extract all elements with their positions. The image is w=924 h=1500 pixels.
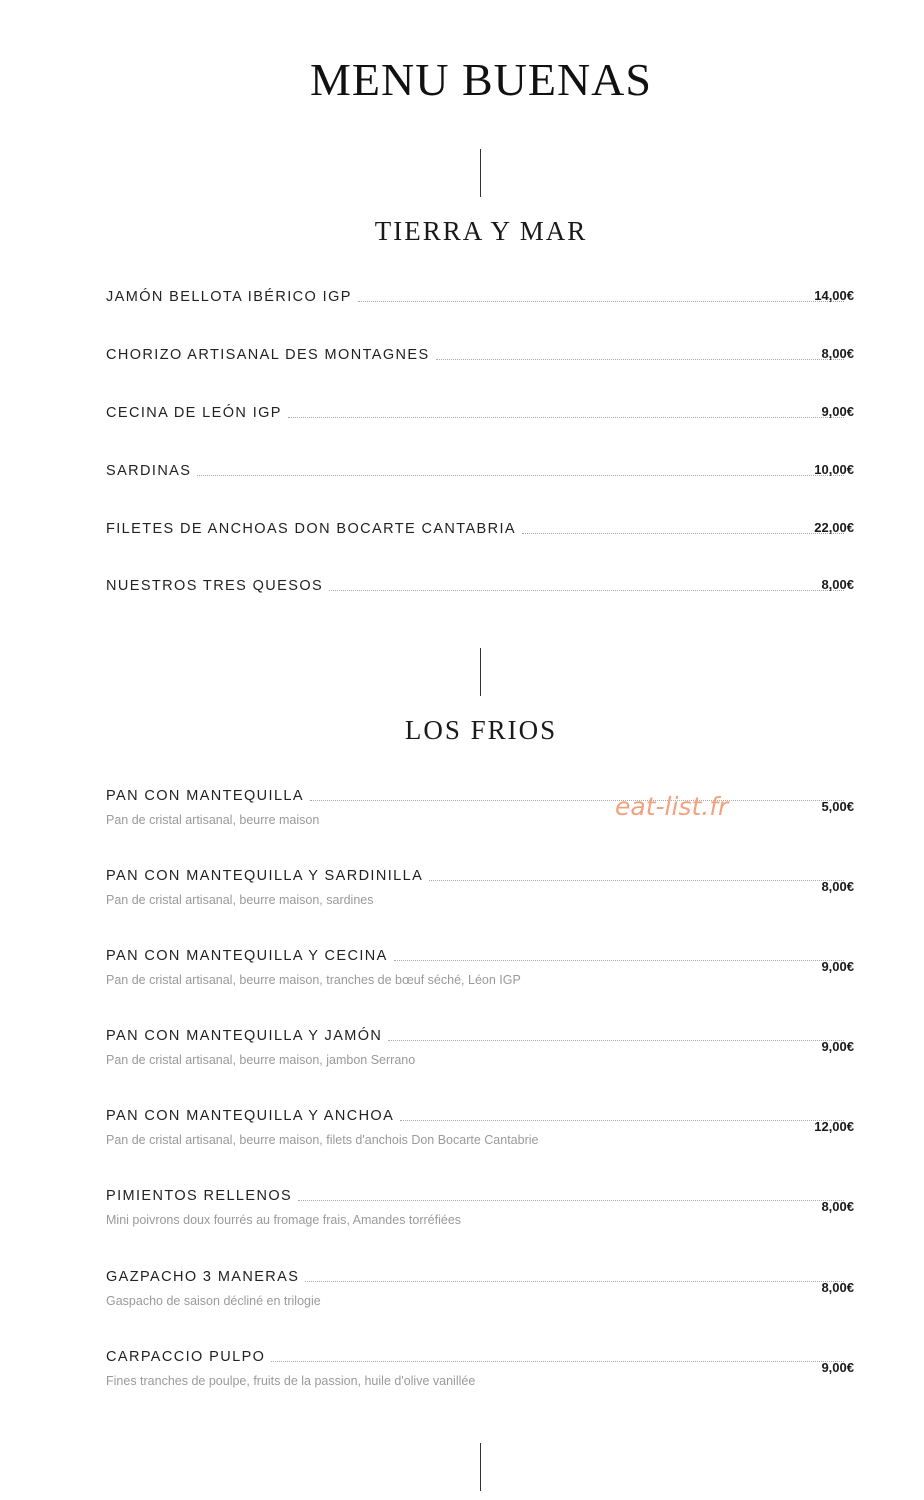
dot-leader <box>400 1120 844 1121</box>
item-name: PAN CON MANTEQUILLA Y ANCHOA <box>106 1108 395 1124</box>
item-description: Gaspacho de saison décliné en trilogie <box>106 1294 321 1308</box>
menu-item <box>106 947 854 988</box>
item-description: Pan de cristal artisanal, beurre maison <box>106 813 320 827</box>
item-price: 9,00€ <box>821 1039 854 1054</box>
item-description: Mini poivrons doux fourrés au fromage frais, Amandes torréfiées <box>106 1213 462 1227</box>
item-name: PIMIENTOS RELLENOS <box>106 1188 293 1204</box>
menu-item <box>106 1348 854 1389</box>
item-name: CHORIZO ARTISANAL DES MONTAGNES <box>106 347 430 363</box>
item-price: 8,00€ <box>821 1280 854 1295</box>
page-title: MENU BUENAS <box>310 54 652 105</box>
dot-leader <box>271 1361 844 1362</box>
item-description: Pan de cristal artisanal, beurre maison, tranches de bœuf séché, Léon IGP <box>106 973 521 987</box>
item-name: PAN CON MANTEQUILLA <box>106 788 304 804</box>
section-divider <box>480 149 481 197</box>
item-name: CARPACCIO PULPO <box>106 1349 266 1365</box>
menu-item <box>106 288 854 306</box>
menu-item <box>106 346 854 364</box>
item-price: 9,00€ <box>821 1360 854 1375</box>
dot-leader <box>436 359 844 360</box>
item-price: 12,00€ <box>814 1119 854 1134</box>
dot-leader <box>310 800 844 801</box>
section-title-los-frios: LOS FRIOS <box>404 715 558 745</box>
item-description: Fines tranches de poulpe, fruits de la passion, huile d'olive vanillée <box>106 1374 476 1388</box>
item-name: PAN CON MANTEQUILLA Y CECINA <box>106 948 388 964</box>
item-price: 8,00€ <box>821 577 854 592</box>
dot-leader <box>329 590 844 591</box>
item-name: JAMÓN BELLOTA IBÉRICO IGP <box>106 289 352 305</box>
menu-item <box>106 1268 854 1309</box>
watermark: eat-list.fr <box>615 792 729 821</box>
item-price: 9,00€ <box>821 959 854 974</box>
menu-item <box>106 1187 854 1228</box>
section-title-tierra-y-mar: TIERRA Y MAR <box>374 216 588 246</box>
item-price: 5,00€ <box>821 799 854 814</box>
menu-item <box>106 1107 854 1148</box>
item-description: Pan de cristal artisanal, beurre maison, jambon Serrano <box>106 1053 416 1067</box>
menu-item <box>106 462 854 480</box>
item-name: GAZPACHO 3 MANERAS <box>106 1269 300 1285</box>
item-price: 8,00€ <box>821 1199 854 1214</box>
item-price: 14,00€ <box>814 288 854 303</box>
dot-leader <box>388 1040 844 1041</box>
item-name: PAN CON MANTEQUILLA Y JAMÓN <box>106 1028 383 1044</box>
menu-item <box>106 1027 854 1068</box>
menu-item <box>106 867 854 908</box>
menu-item <box>106 577 854 595</box>
item-price: 8,00€ <box>821 879 854 894</box>
dot-leader <box>522 533 844 534</box>
dot-leader <box>394 960 844 961</box>
item-price: 22,00€ <box>814 520 854 535</box>
item-price: 8,00€ <box>821 346 854 361</box>
item-price: 9,00€ <box>821 404 854 419</box>
dot-leader <box>305 1281 844 1282</box>
item-description: Pan de cristal artisanal, beurre maison, sardines <box>106 893 374 907</box>
dot-leader <box>197 475 844 476</box>
menu-item <box>106 520 854 538</box>
item-name: PAN CON MANTEQUILLA Y SARDINILLA <box>106 868 424 884</box>
item-name: NUESTROS TRES QUESOS <box>106 578 324 594</box>
section-divider <box>480 648 481 696</box>
dot-leader <box>288 417 844 418</box>
section-divider <box>480 1443 481 1491</box>
item-price: 10,00€ <box>814 462 854 477</box>
dot-leader <box>429 880 844 881</box>
item-description: Pan de cristal artisanal, beurre maison, filets d'anchois Don Bocarte Cantabrie <box>106 1133 539 1147</box>
item-name: SARDINAS <box>106 463 192 479</box>
item-name: FILETES DE ANCHOAS DON BOCARTE CANTABRIA <box>106 521 516 537</box>
dot-leader <box>358 301 844 302</box>
dot-leader <box>298 1200 844 1201</box>
menu-item <box>106 404 854 422</box>
menu-item <box>106 787 854 828</box>
item-name: CECINA DE LEÓN IGP <box>106 405 282 421</box>
